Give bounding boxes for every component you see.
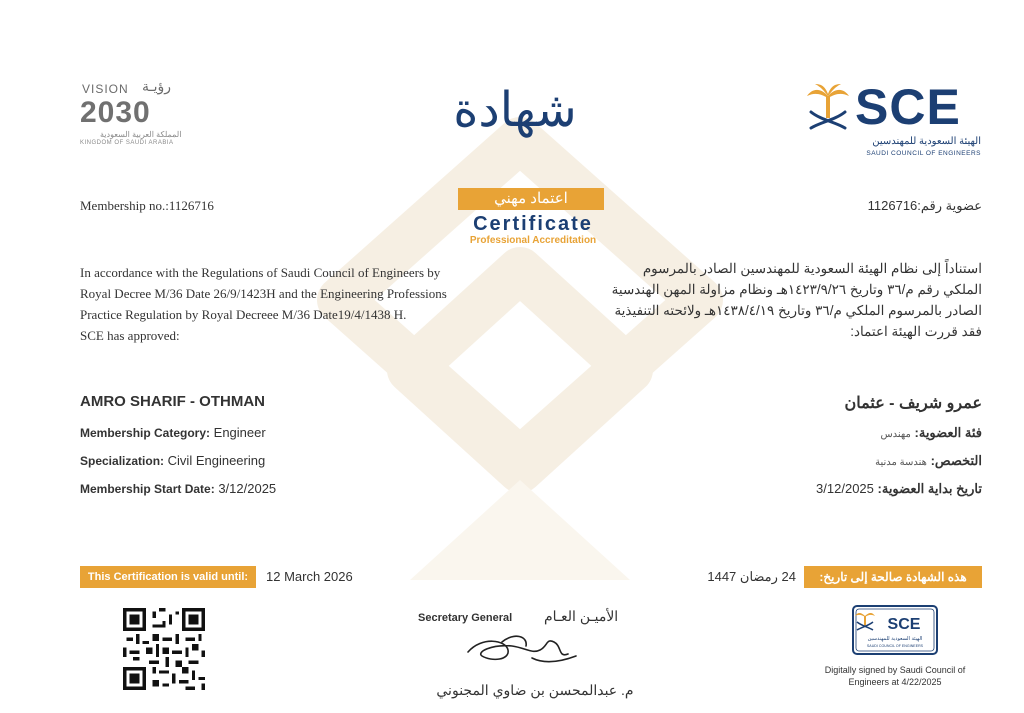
regulations-en bbox=[80, 262, 520, 346]
holder-name-ar: عمرو شريف - عثمان bbox=[844, 395, 982, 412]
field-label: فئة العضوية: bbox=[914, 425, 982, 440]
certificate-title-en: Certificate bbox=[473, 213, 593, 235]
vision-word-ar: رؤيـة bbox=[142, 78, 172, 94]
sce-name-ar: الهيئة السعودية للمهندسين bbox=[872, 136, 981, 147]
vision-2030-logo bbox=[80, 78, 190, 158]
start-date-ar bbox=[816, 481, 982, 497]
certificate-title-ar: شهادة bbox=[453, 82, 577, 138]
regulations-ar-line: الصادر بالمرسوم الملكي م/٣٦ وتاريخ ١٤٣٨/٤/١٩هـ ولائحته التنفيذية bbox=[614, 303, 982, 318]
validity-date-ar: 24 رمضان 1447 bbox=[707, 569, 796, 584]
membership-category-en bbox=[80, 425, 266, 440]
membership-category-ar bbox=[880, 425, 982, 441]
start-date-en bbox=[80, 481, 276, 496]
regulations-en-line: Practice Regulation by Royal Decreee M/36 Date19/4/1438 H. bbox=[80, 307, 407, 322]
regulations-ar-line: استناداً إلى نظام الهيئة السعودية للمهندسين الصادر بالمرسوم bbox=[642, 261, 982, 276]
handwritten-signature bbox=[462, 622, 582, 674]
validity-label-ar: هذه الشهادة صالحة إلى تاريخ: bbox=[804, 566, 982, 588]
background-watermark bbox=[300, 100, 740, 620]
accreditation-band-ar: اعتماد مهني bbox=[458, 188, 604, 210]
field-value: 3/12/2025 bbox=[816, 481, 874, 496]
palm-swords-icon bbox=[805, 82, 851, 132]
sce-name-en: SAUDI COUNCIL OF ENGINEERS bbox=[866, 150, 981, 157]
membership-number-ar: عضوية رقم:1126716 bbox=[867, 198, 982, 213]
vision-year: 2030 bbox=[80, 96, 151, 129]
specialization-ar bbox=[875, 453, 982, 469]
field-label: Specialization: bbox=[80, 454, 165, 468]
field-value: 3/12/2025 bbox=[218, 481, 277, 496]
validity-label-en: This Certification is valid until: bbox=[80, 566, 256, 588]
sce-logo bbox=[805, 80, 985, 160]
membership-number-en: Membership no.:1126716 bbox=[80, 198, 214, 213]
vision-subtitle-ar: المملكة العربية السعودية bbox=[100, 130, 182, 139]
regulations-ar bbox=[542, 258, 982, 342]
field-label: تاريخ بداية العضوية: bbox=[877, 481, 982, 496]
secretary-general-ar: الأميـن العـام bbox=[544, 608, 619, 624]
vision-word: VISION bbox=[82, 82, 129, 96]
holder-name-en: AMRO SHARIF - OTHMAN bbox=[80, 393, 265, 410]
stamp-name-ar: الهيئة السعودية للمهندسين bbox=[867, 636, 923, 642]
regulations-en-line: SCE has approved: bbox=[80, 328, 180, 343]
regulations-en-line: Royal Decree M/36 Date 26/9/1423H and the Engineering Professions bbox=[80, 286, 447, 301]
qr-code[interactable] bbox=[123, 608, 205, 690]
regulations-en-line: In accordance with the Regulations of Saudi Council of Engineers by bbox=[80, 265, 441, 280]
stamp-wordmark: SCE bbox=[887, 616, 921, 633]
digital-signature-note: Digitally signed by Saudi Council of Engineers at 4/22/2025 bbox=[824, 665, 966, 687]
sce-wordmark: SCE bbox=[855, 79, 961, 135]
regulations-ar-line: فقد قررت الهيئة اعتماد: bbox=[850, 324, 982, 339]
secretary-general-en: Secretary General bbox=[418, 612, 513, 624]
regulations-ar-line: الملكي رقم م/٣٦ وتاريخ ١٤٢٣/٩/٢٦هـ ونظام مزاولة المهن الهندسية bbox=[611, 282, 982, 297]
sce-stamp bbox=[852, 605, 938, 655]
stamp-name-en: SAUDI COUNCIL OF ENGINEERS bbox=[866, 644, 924, 648]
validity-date-en: 12 March 2026 bbox=[266, 569, 353, 584]
field-value: Civil Engineering bbox=[167, 453, 266, 468]
field-label: Membership Category: bbox=[80, 426, 211, 440]
field-value: Engineer bbox=[213, 425, 266, 440]
field-value: هندسة مدنية bbox=[875, 457, 927, 468]
field-label: التخصص: bbox=[930, 453, 982, 468]
secretary-name-ar: م. عبدالمحسن بن ضاوي المجنوني bbox=[436, 682, 634, 698]
specialization-en bbox=[80, 453, 265, 468]
vision-subtitle: KINGDOM OF SAUDI ARABIA bbox=[80, 140, 174, 146]
field-label: Membership Start Date: bbox=[80, 482, 215, 496]
field-value: مهندس bbox=[880, 429, 911, 440]
professional-accreditation: Professional Accreditation bbox=[469, 235, 597, 246]
